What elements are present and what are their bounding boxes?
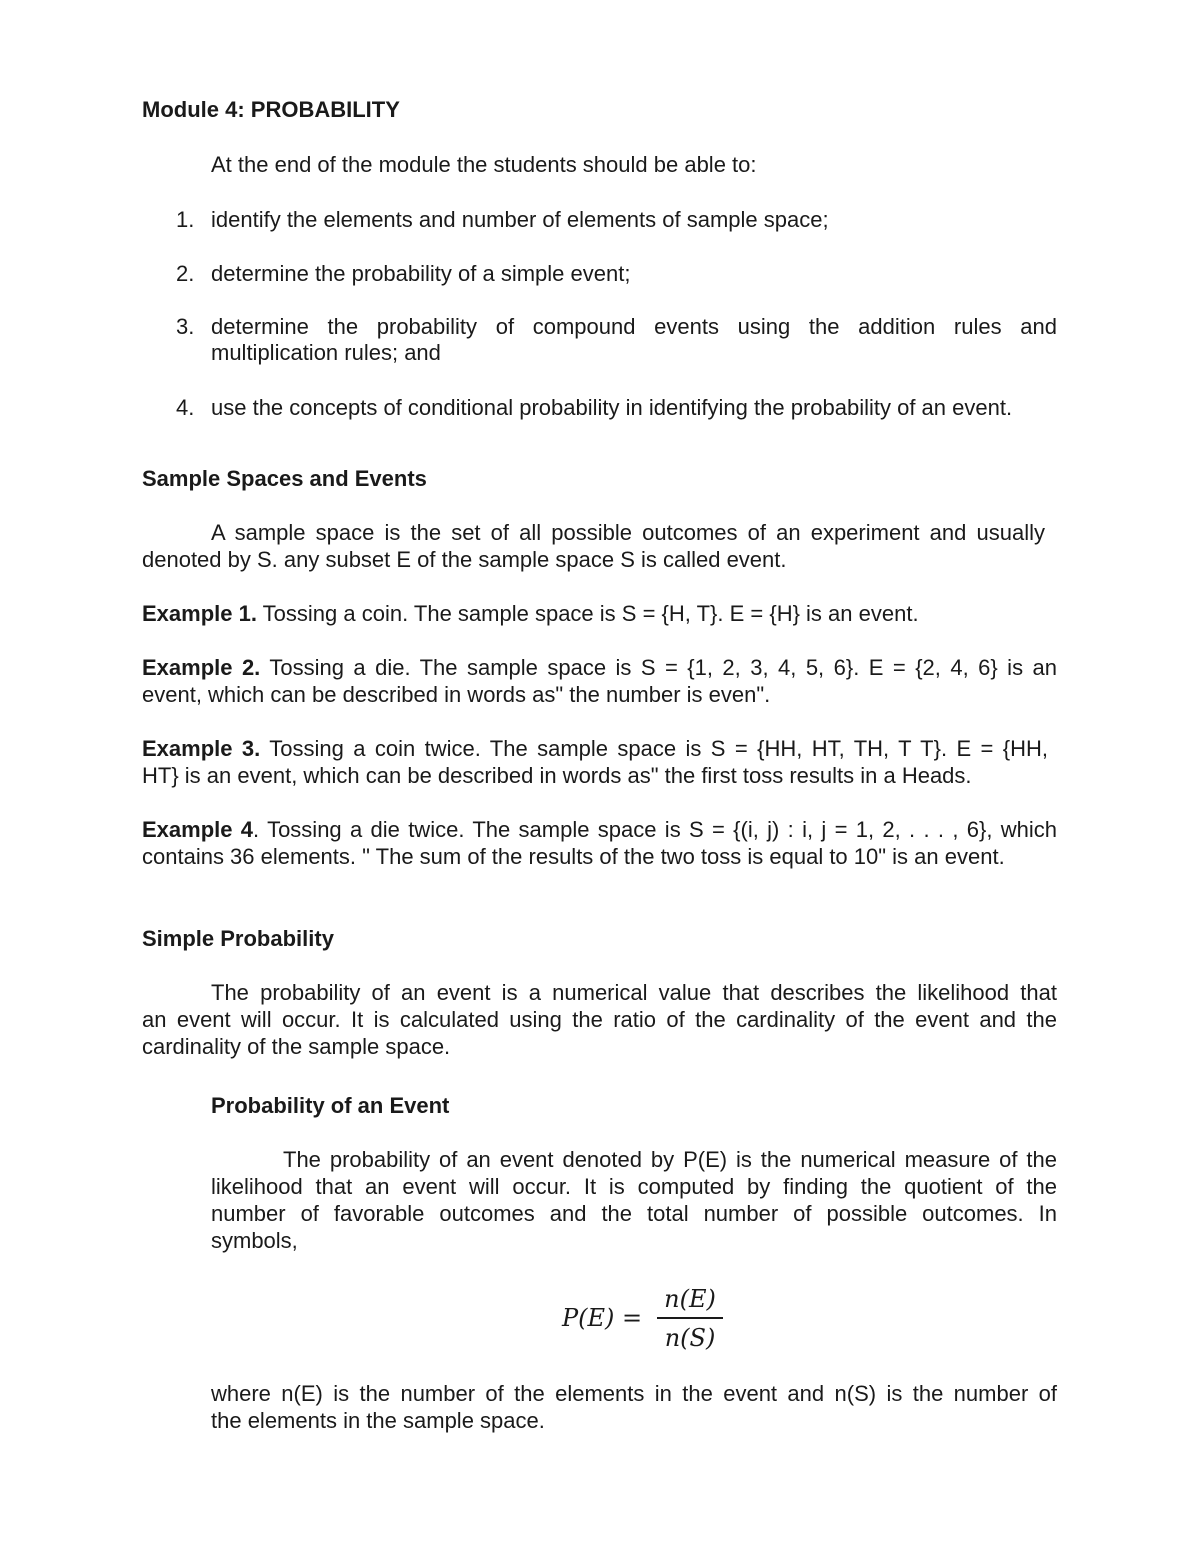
formula-lhs: P(E) =: [562, 1304, 643, 1332]
formula-numerator: n(E): [664, 1285, 716, 1313]
objective-4-text: use the concepts of conditional probability in identifying the probability of an event.: [211, 395, 1013, 420]
example-1-text: Tossing a coin. The sample space is S = {H, T}. E = {H} is an event.: [256, 601, 919, 626]
example-1-label: Example 1.: [142, 601, 257, 626]
example-4-text: . Tossing a die twice. The sample space is S = {(i, j) : i, j = 1, 2, . . . , 6}, which: [253, 817, 1058, 842]
probability-event-para-line4: symbols,: [211, 1228, 298, 1253]
probability-event-para-line3: number of favorable outcomes and the total number of possible outcomes. In: [211, 1201, 1057, 1226]
objective-3-number: 3.: [176, 314, 195, 339]
example-3-line2: HT} is an event, which can be described in words as" the first toss results in a Heads.: [142, 763, 972, 788]
sample-spaces-heading: Sample Spaces and Events: [142, 466, 427, 491]
probability-formula: [562, 1284, 732, 1354]
objective-1-text: identify the elements and number of elements of sample space;: [211, 207, 829, 232]
probability-event-heading: Probability of an Event: [211, 1093, 450, 1118]
example-4-line1: [142, 816, 1057, 844]
example-1: [142, 600, 919, 628]
objective-2-text: determine the probability of a simple event;: [211, 261, 631, 286]
formula-denominator: n(S): [664, 1324, 716, 1352]
example-3-label: Example 3.: [142, 736, 261, 761]
example-2-label: Example 2.: [142, 655, 261, 680]
example-3-line1: [142, 735, 1048, 763]
objective-4-number: 4.: [176, 395, 195, 420]
probability-event-para-line1: The probability of an event denoted by P(E) is the numerical measure of the: [283, 1147, 1057, 1172]
formula-fraction: [657, 1284, 723, 1353]
module-topic: PROBABILITY: [250, 97, 400, 122]
sample-spaces-para-line2: denoted by S. any subset E of the sample space S is called event.: [142, 547, 787, 572]
probability-event-para-line2: likelihood that an event will occur. It is computed by finding the quotient of the: [211, 1174, 1057, 1199]
fraction-bar: [657, 1317, 723, 1319]
simple-probability-para-line3: cardinality of the sample space.: [142, 1034, 451, 1059]
sample-spaces-para-line1: A sample space is the set of all possible outcomes of an experiment and usually: [211, 520, 1045, 545]
objective-3-line2: multiplication rules; and: [211, 340, 441, 365]
example-3-text: Tossing a coin twice. The sample space is S = {HH, HT, TH, T T}. E = {HH,: [260, 736, 1048, 761]
objective-3-line1: determine the probability of compound events using the addition rules and: [211, 314, 1057, 339]
example-2-text: Tossing a die. The sample space is S = {1, 2, 3, 4, 5, 6}. E = {2, 4, 6} is an: [260, 655, 1057, 680]
simple-probability-para-line2: an event will occur. It is calculated using the ratio of the cardinality of the event and the: [142, 1007, 1057, 1032]
formula-explanation-line2: the elements in the sample space.: [211, 1408, 545, 1433]
simple-probability-heading: Simple Probability: [142, 926, 334, 951]
example-4-line2: contains 36 elements. " The sum of the results of the two toss is equal to 10" is an event.: [142, 844, 1005, 869]
example-2-line2: event, which can be described in words as" the number is even".: [142, 682, 771, 707]
example-4-label: Example 4: [142, 817, 254, 842]
objective-1-number: 1.: [176, 207, 195, 232]
objectives-intro: At the end of the module the students should be able to:: [211, 152, 757, 177]
simple-probability-para-line1: The probability of an event is a numerical value that describes the likelihood that: [211, 980, 1057, 1005]
objective-2-number: 2.: [176, 261, 195, 286]
module-label: Module 4:: [142, 97, 251, 122]
module-title: [142, 96, 400, 124]
formula-explanation-line1: where n(E) is the number of the elements in the event and n(S) is the number of: [211, 1381, 1057, 1406]
example-2-line1: [142, 654, 1057, 682]
